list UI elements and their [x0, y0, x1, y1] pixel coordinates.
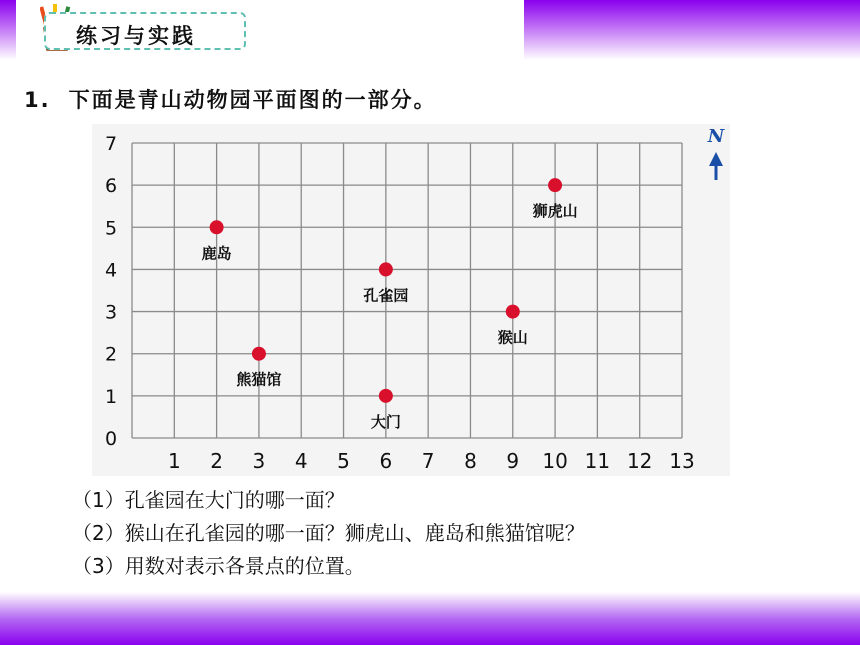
north-arrow-icon — [707, 126, 726, 180]
location-point — [379, 389, 393, 403]
x-tick-label: 4 — [294, 449, 308, 473]
location-label: 孔雀园 — [363, 286, 409, 305]
x-tick-label: 1 — [167, 449, 181, 473]
location-point — [548, 178, 562, 192]
task-3: （3）用数对表示各景点的位置。 — [72, 554, 365, 578]
location-point — [252, 347, 266, 361]
location-point — [506, 305, 520, 319]
location-label: 熊猫馆 — [236, 370, 282, 389]
x-tick-label: 8 — [464, 449, 477, 473]
x-tick-label: 2 — [210, 449, 223, 473]
y-tick-label: 1 — [104, 385, 118, 408]
y-tick-label: 2 — [104, 343, 118, 366]
x-tick-labels — [168, 449, 695, 473]
question-text: 下面是青山动物园平面图的一部分。 — [68, 88, 437, 112]
location-label: 狮虎山 — [532, 202, 578, 221]
x-tick-label: 3 — [252, 449, 266, 473]
x-tick-label: 7 — [421, 449, 435, 473]
x-tick-label: 9 — [506, 449, 520, 473]
location-label: 猴山 — [497, 328, 528, 347]
y-tick-label: 3 — [104, 301, 118, 324]
location-label: 鹿岛 — [201, 244, 232, 263]
banner-title: 练习与实践 — [76, 24, 196, 48]
location-points — [202, 178, 578, 431]
task-list — [72, 484, 585, 583]
x-tick-label: 10 — [542, 449, 568, 473]
x-tick-label: 6 — [379, 449, 393, 473]
location-point — [379, 262, 393, 276]
y-tick-label: 7 — [104, 133, 118, 155]
y-tick-label: 4 — [104, 259, 118, 282]
y-tick-label: 6 — [104, 175, 118, 198]
y-tick-label: 0 — [104, 428, 118, 450]
task-1: （1）孔雀园在大门的哪一面？ — [72, 488, 345, 512]
location-label: 大门 — [370, 412, 401, 431]
north-label: N — [707, 126, 725, 147]
question-number: 1. — [24, 88, 51, 112]
x-tick-label: 12 — [626, 449, 653, 473]
y-tick-labels — [105, 133, 117, 450]
y-tick-label: 5 — [104, 217, 118, 240]
task-2: （2）猴山在孔雀园的哪一面？狮虎山、鹿岛和熊猫馆呢？ — [72, 521, 585, 545]
location-point — [210, 220, 224, 234]
x-tick-label: 11 — [584, 449, 611, 473]
x-tick-label: 5 — [337, 449, 350, 473]
x-tick-label: 13 — [669, 449, 695, 473]
